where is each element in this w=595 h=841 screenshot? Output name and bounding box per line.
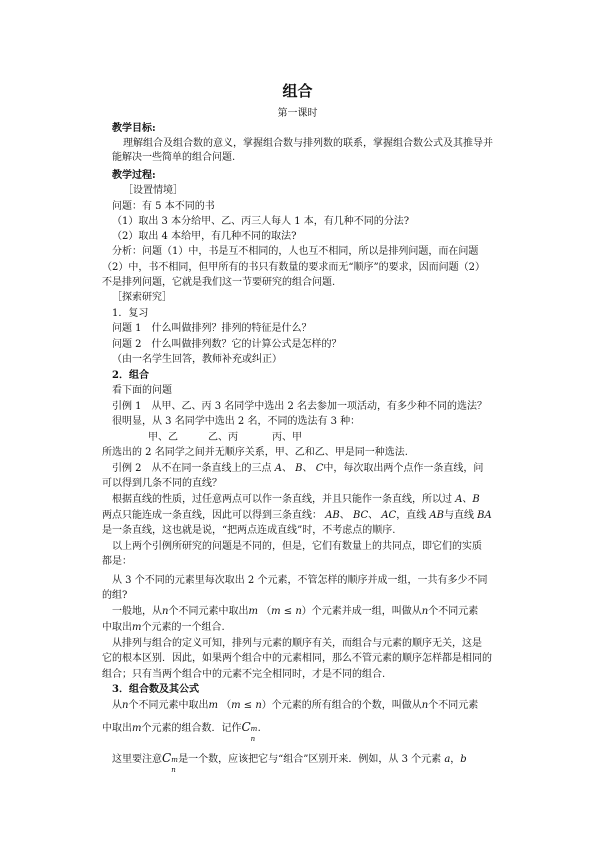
definition-line-1 [112, 606, 492, 618]
var-m: m [132, 622, 142, 633]
combination-heading: 2．组合 [112, 370, 149, 381]
definition-text: 个元素并成一组，叫做从 [311, 606, 422, 617]
page-subtitle: 第一课时 [277, 108, 318, 119]
superscript-m: m [171, 756, 178, 764]
review-question-1: 问题 1 什么叫做排列？排列的特征是什么？ [112, 323, 312, 334]
question-intro: 问题：有 5 本不同的书 [112, 201, 215, 212]
comma: ， [450, 754, 461, 765]
definition-text: 个不同元素中取出 [168, 606, 249, 617]
goal-text-2: 能解决一些简单的组合问题. [112, 152, 236, 163]
analysis-line-3: 不是排列问题，它就是我们这一节要研究的组合问题. [102, 277, 336, 288]
section-explore: ［探索研究］ [112, 292, 172, 303]
combination-number-heading: 3．组合数及其公式 [112, 684, 199, 695]
note-text: 这里要注意 [112, 754, 162, 765]
line-property-text: 根据直线的性质，过任意两点可以作一条直线，并且只能作一条直线，所以过 [112, 494, 452, 505]
segment-bc: BC [352, 510, 369, 521]
point-a: A [455, 494, 463, 505]
page-title: 组合 [282, 82, 313, 100]
example-1-conclusion: 所选出的 2 名同学之间并无顺序关系，甲、乙和乙、甲是同一种选法. [102, 447, 408, 458]
review-heading: 1．复习 [112, 308, 149, 319]
segment-ac: AC [381, 510, 397, 521]
combination-number-line-2 [102, 720, 482, 743]
definition-text: 一般地，从 [112, 606, 162, 617]
analysis-line-2: （2）中，书不相同，但甲所有的书只有数量的要求而无“顺序”的要求，因而问题（2） [102, 262, 485, 273]
definition-text: 个不同元素中取出 [128, 700, 209, 711]
combination-symbol [241, 720, 258, 743]
look-text: 看下面的问题 [112, 385, 172, 396]
var-m: m [132, 723, 142, 734]
point-a: A [274, 463, 282, 474]
example-2-question-cont: 可以得到几条不同的直线？ [102, 478, 222, 489]
essence-line-1: 从 3 个不同的元素里每次取出 2 个元素，不管怎样的顺序并成一组，一共有多少不同 [112, 575, 488, 586]
definition-text: 个元素的所有组合的个数，叫做从 [271, 700, 422, 711]
rparen: ） [261, 700, 272, 711]
var-n: n [162, 606, 169, 617]
var-n: n [122, 700, 129, 711]
segment-ab: AB [429, 510, 444, 521]
question-2: （2）取出 4 本给甲，有几种不同的取法? [112, 231, 297, 242]
definition-text: 从 [112, 700, 122, 711]
combination-symbol [162, 751, 178, 774]
example-2-text-a: 引例 2 从不在同一条直线上的三点 [112, 463, 272, 474]
definition-text: 个不同元素 [428, 700, 479, 711]
segment-ab: AB [325, 510, 340, 521]
point-c: C [315, 463, 324, 474]
definition-text: 中取出 [102, 723, 132, 734]
combination-number-line-1 [112, 700, 492, 712]
separator: 、 [281, 463, 292, 474]
common-point-2: 都是： [102, 556, 132, 567]
example-2-text-b: 中，每次取出两个点作一条直线，问 [323, 463, 484, 474]
review-note: （由一名学生回答，教师补充或纠正） [112, 354, 282, 365]
definition-text: 中取出 [102, 622, 132, 633]
var-n: n [421, 700, 429, 711]
subscript-n: n [171, 766, 176, 774]
definition-text: 个不同元素 [428, 606, 479, 617]
condition-m-le-n: m ≤ n [271, 606, 302, 617]
difference-line-1: 从排列与组合的定义可知，排列与元素的顺序有关，而组合与元素的顺序无关，这是 [112, 638, 482, 649]
separator: 、 [339, 510, 350, 521]
var-m: m [248, 606, 258, 617]
common-point-1: 以上两个引例所研究的问题是不同的，但是，它们有数量上的共同点，即它们的实质 [112, 541, 482, 552]
line-property-text-b3: 与直线 [443, 510, 474, 521]
line-property-text-b2: ，直线 [396, 510, 427, 521]
period: . [257, 723, 261, 734]
superscript-m: m [250, 725, 258, 733]
line-property-text-b: 两点只能连成一条直线，因此可以得到三条直线： [102, 510, 322, 521]
line-property-1 [112, 494, 492, 506]
separator: 、 [368, 510, 379, 521]
var-b: b [460, 754, 467, 765]
segment-ba: BA [477, 510, 492, 521]
subscript-n: n [250, 735, 256, 743]
rparen: ） [301, 606, 312, 617]
c-letter: C [241, 720, 251, 734]
difference-line-3: 组合；只有当两个组合中的元素不完全相同时，才是不同的组合. [102, 669, 386, 680]
definition-text: 个元素的一个组合. [141, 622, 225, 633]
process-heading: 教学过程: [112, 170, 156, 181]
example-2-question [112, 463, 492, 475]
pair-1: 甲、乙 [148, 432, 178, 443]
c-letter: C [162, 751, 172, 765]
point-b: B [472, 494, 480, 505]
lparen: （ [261, 606, 272, 617]
example-1-question: 引例 1 从甲、乙、丙 3 名同学中选出 2 名去参加一项活动，有多少种不同的选法？ [112, 401, 487, 412]
line-property-2 [102, 510, 492, 522]
difference-line-2: 它的根本区别．因此，如果两个组合中的元素相同，那么不管元素的顺序怎样都是相同的 [102, 653, 492, 664]
point-b: B [295, 463, 303, 474]
question-1: （1）取出 3 本分给甲、乙、丙三人每人 1 本，有几种不同的分法? [112, 216, 410, 227]
review-question-2: 问题 2 什么叫做排列数？它的计算公式是怎样的？ [112, 339, 342, 350]
example-1-answer: 很明显，从 3 名同学中选出 2 名，不同的选法有 3 种： [112, 416, 361, 427]
definition-line-2 [102, 622, 482, 634]
goal-heading: 教学目标: [112, 123, 156, 134]
analysis-line-1: 分析：问题（1）中，书是互不相同的，人也互不相同，所以是排列问题，而在问题 [112, 246, 479, 257]
pair-3: 丙、甲 [272, 432, 302, 443]
goal-text-1: 理解组合及组合数的意义，掌握组合数与排列数的联系，掌握组合数公式及其推导并 [123, 138, 493, 149]
condition-m-le-n: m ≤ n [231, 700, 262, 711]
section-setting: ［设置情境］ [123, 185, 183, 196]
separator: 、 [302, 463, 313, 474]
definition-text: 个元素的组合数．记作 [141, 723, 242, 734]
separator: 、 [462, 494, 473, 505]
pair-2: 乙、丙 [208, 432, 238, 443]
note-text: 是一个数，应该把它与“组合”区别开来．例如，从 3 个元素 [178, 754, 442, 765]
var-n: n [421, 606, 429, 617]
note-line [112, 751, 492, 774]
var-a: a [444, 754, 451, 765]
essence-line-2: 的组? [102, 590, 128, 601]
line-property-3: 是一条直线，这也就是说，“把两点连成直线”时，不考虑点的顺序. [102, 525, 396, 536]
var-m: m [208, 700, 218, 711]
lparen: （ [221, 700, 232, 711]
